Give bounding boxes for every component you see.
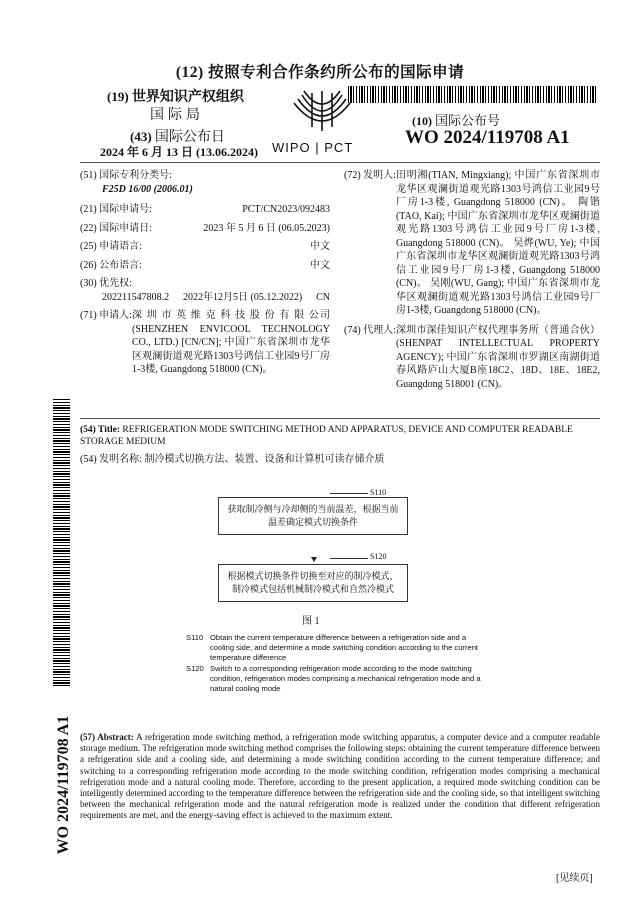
fig-s120-box: 根据模式切换条件切换至对应的制冷模式，制冷模式包括机械制冷模式和自然冷模式 <box>218 564 408 602</box>
app-date-row <box>80 222 330 236</box>
fig-s110-leader <box>330 493 368 494</box>
ipc-value: F25D 16/00 (2006.01) <box>102 183 193 195</box>
biblio-right <box>344 169 600 391</box>
side-pub-number-text: WO 2024/119708 A1 <box>55 715 72 855</box>
title-en <box>80 424 600 448</box>
applicant-label: (71) 申请人: <box>80 310 132 321</box>
inventor-row <box>344 169 600 318</box>
priority-country: CN <box>316 291 330 303</box>
title-cn-value: 制冷模式切换方法、装置、设备和计算机可读存储介质 <box>144 454 385 465</box>
abstract <box>80 732 600 822</box>
legend-s110-text: Obtain the current temperature difference between a refrigeration side and a cooling side, and determine a mode switching condition according to the current temperature difference <box>210 633 479 662</box>
header-divider <box>80 162 600 163</box>
pub-date-code: (43) <box>130 129 152 144</box>
agent-value: 深圳市深佳知识产权代理事务所（普通合伙）(SHENPAT INTELLECTUAL PROPERTY AGENCY); 中国广东省深圳市罗湖区南湖街道春风路庐山大厦B座18C2、18D、18E、18E2, Guangdong 518001 (CN)。 <box>395 324 600 390</box>
lang-row <box>80 240 330 254</box>
title-en-label: (54) Title: <box>80 425 121 435</box>
fig-arrow-icon <box>311 557 317 563</box>
barcode-top <box>348 86 596 103</box>
org-heading <box>107 86 244 106</box>
inventor-label: (72) 发明人: <box>344 170 396 181</box>
agent-row <box>344 324 600 392</box>
pub-lang-row <box>80 259 330 273</box>
ipc-label: (51) 国际专利分类号: <box>80 170 172 181</box>
org-name: 世界知识产权组织 <box>131 90 244 105</box>
legend-s120-tag: S120 <box>186 664 204 673</box>
fig-s110-tag: S110 <box>370 488 387 497</box>
lang-value: 中文 <box>310 241 330 252</box>
fig-s110-box: 获取制冷侧与冷却侧的当前温差，根据当前温差确定模式切换条件 <box>218 497 408 535</box>
pub-no-label: 国际公布号 <box>435 113 501 128</box>
agent-label: (74) 代理人: <box>344 324 396 336</box>
applicant-row <box>80 309 330 377</box>
priority-no: 202211547808.2 <box>102 291 170 303</box>
abstract-text: A refrigeration mode switching method, a refrigeration mode switching apparatus, a computer device and a computer readable storage medium. The refrigeration mode switching method comprises the following steps: obtaining the current temperature difference between a refrigeration side and a cooling side, and determining a mode switching condition according to the current temperature difference; and switching to a corresponding refrigeration mode according to the mode switching condition, refrigeration modes comprising a mechanical refrigeration mode and a natural cooling mode. Therefore, according to the present application, a required mode switching condition can be intelligently determined according to the temperature difference between the refrigeration side and the cooling side, so that intelligent switching between the mechanical refrigeration mode and the natural refrigeration mode is realized under the condition that different refrigeration requirements are met, and the energy-saving effect is achieved to the maximum extent. <box>80 732 600 821</box>
inventor-value: 田明湘(TIAN, Mingxiang); 中国广东省深圳市龙华区观澜街道观光路1303号鸿信工业园9号厂房1-3楼, Guangdong 518000 (CN)。 陶锴(TAO, Kai); 中国广东省深圳市龙华区观澜街道观光路1303号鸿信工业园9号厂房1-3楼, Guangdong 518000 (CN)。 吴烨(WU, Ye); 中国广东省深圳市龙华区观澜街道观光路1303号鸿信工业园9号厂房1-3楼, Guangdong 518000 (CN)。 吴刚(WU, Gang); 中国广东省深圳市龙华区观澜街道观光路1303号鸿信工业园9号厂房1-3楼, Guangdong 518000 (CN)。 <box>395 170 600 316</box>
pub-lang-label: (26) 公布语言: <box>80 259 142 271</box>
priority-label: (30) 优先权: <box>80 278 132 289</box>
app-no-label: (21) 国际申请号: <box>80 204 152 215</box>
barcode-side <box>53 398 70 686</box>
side-pub-number <box>50 710 78 860</box>
wipo-pct-logo-text: WIPO | PCT <box>272 140 354 155</box>
priority-date: 2022年12月5日 (05.12.2022) <box>183 291 303 303</box>
pub-no: WO 2024/119708 A1 <box>405 127 570 148</box>
applicant-value: 深 圳 市 英 维 克 科 技 股 份 有 限 公司(SHENZHEN ENVICOOL TECHNOLOGY CO., LTD.) [CN/CN]; 中国广东省深圳市龙华区观澜街道观光路1303号鸿信工业园9号厂房1-3楼, Guangdong 518000 (CN)。 <box>131 310 330 375</box>
fig-s120-leader <box>330 558 368 559</box>
biblio-divider <box>80 418 600 419</box>
app-no-value: PCT/CN2023/092483 <box>242 204 330 215</box>
legend-s120-text: Switch to a corresponding refrigeration mode according to the mode switching condition, refrigeration modes comprising a mechanical refrigeration mode and a natural cooling mode <box>210 664 481 693</box>
org-code: (19) <box>107 89 129 104</box>
continued-footer: [见续页] <box>556 873 593 884</box>
fig-s120-tag: S120 <box>370 552 387 561</box>
wipo-emblem-icon <box>282 87 362 147</box>
pub-lang-value: 中文 <box>310 259 330 271</box>
title-cn-label: (54) 发明名称: <box>80 454 142 465</box>
document-title: (12) 按照专利合作条约所公布的国际申请 <box>175 64 465 81</box>
pub-no-code: (10) <box>412 114 432 128</box>
fig-caption: 图 1 <box>302 616 320 627</box>
priority-row <box>80 291 330 305</box>
legend-s110-row <box>186 633 486 663</box>
lang-label: (25) 申请语言: <box>80 241 142 252</box>
title-cn <box>80 453 600 467</box>
biblio-left <box>80 169 330 377</box>
fig-legend <box>186 633 486 694</box>
app-no-row <box>80 203 330 217</box>
legend-s120-row <box>186 664 486 694</box>
abstract-label: (57) Abstract: <box>80 732 134 742</box>
org-sub: 国际局 <box>150 108 204 123</box>
app-date-label: (22) 国际申请日: <box>80 222 152 234</box>
pub-date: 2024 年 6 月 13 日 (13.06.2024) <box>100 145 258 159</box>
app-date-value: 2023 年 5 月 6 日 (06.05.2023) <box>203 222 330 234</box>
title-en-value: REFRIGERATION MODE SWITCHING METHOD AND APPARATUS, DEVICE AND COMPUTER READABLE STORAGE MEDIUM <box>80 425 573 447</box>
pub-date-label: 国际公布日 <box>154 130 225 145</box>
legend-s110-tag: S110 <box>186 633 204 642</box>
